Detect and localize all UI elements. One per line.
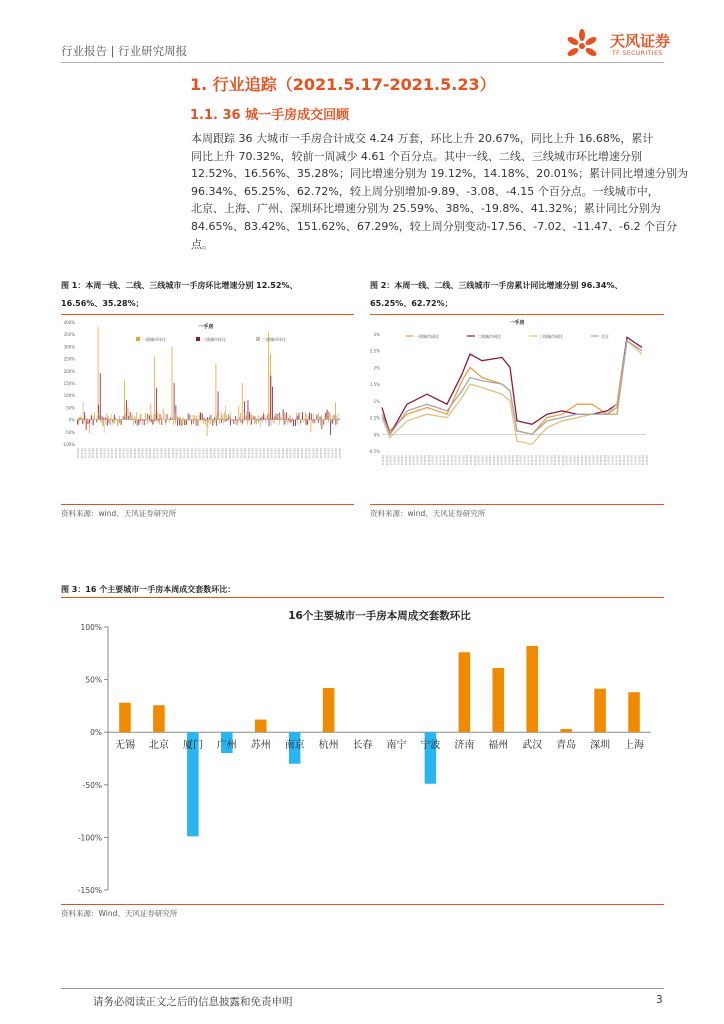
x-tick-label: 2019-01 (205, 448, 209, 459)
x-tick-label: 2019-01 (572, 455, 576, 466)
x-tick-label: 2019-01 (537, 455, 541, 466)
legend-label: 一线城市环比 (142, 337, 166, 342)
x-tick-label: 2019-01 (113, 448, 117, 459)
x-tick-label: 2019-01 (491, 455, 495, 466)
footer-disclaimer: 请务必阅读正文之后的信息披露和免责申明 (93, 996, 293, 1008)
legend-label: 合计 (601, 334, 609, 339)
x-tick-label: 2019-01 (465, 455, 469, 466)
x-tick-label: 武汉 (522, 740, 543, 752)
x-tick-label: 南宁 (386, 740, 407, 752)
x-tick-label: 2019-01 (303, 448, 307, 459)
paragraph-line: 同比上升 70.32%，较前一周减少 4.61 个百分点。其中一线、二线、三线城市环比增速分别 (191, 149, 642, 163)
x-tick-label: 2019-01 (511, 455, 515, 466)
chart-title: 16个主要城市一手房本周成交套数环比 (288, 610, 471, 622)
x-tick-label: 2019-01 (484, 455, 488, 466)
x-tick-label: 2019-01 (583, 455, 587, 466)
x-tick-label: 2019-01 (277, 448, 281, 459)
y-tick-label: 250% (63, 356, 75, 362)
x-tick-label: 2019-01 (396, 455, 400, 466)
x-tick-label: 2019-01 (110, 448, 114, 459)
x-tick-label: 2019-01 (557, 455, 560, 466)
x-tick-label: 2019-01 (87, 448, 91, 459)
x-tick-label: 2019-01 (461, 455, 465, 466)
x-tick-label: 2019-01 (174, 448, 178, 459)
x-tick-label: 2019-01 (514, 455, 518, 466)
figure2-caption (370, 279, 670, 311)
legend-label: 二线城市环比 (202, 337, 226, 342)
x-tick-label: 宁波 (420, 740, 441, 752)
x-tick-label: 苏州 (250, 740, 271, 752)
x-tick-label: 2019-01 (125, 448, 129, 459)
x-tick-label: 福州 (488, 740, 509, 752)
x-tick-label: 2019-01 (106, 448, 110, 459)
x-tick-label: 2019-01 (457, 455, 461, 466)
y-tick-label: -100% (62, 442, 75, 447)
x-tick-label: 2019-01 (307, 448, 311, 459)
figure1-caption-line1: 图 1：本周一线、二线、三线城市一手房环比增速分别 12.52%、 (61, 281, 298, 290)
figure3-source: 资料来源：Wind、天风证券研究所 (61, 909, 178, 918)
x-tick-label: 2019-01 (472, 455, 476, 466)
x-tick-label: 2019-01 (220, 448, 224, 459)
y-tick-label: 0.5% (369, 415, 380, 421)
x-tick-label: 2019-01 (254, 448, 258, 459)
figure1-caption (61, 279, 351, 311)
x-tick-label: 2019-01 (595, 455, 599, 466)
x-tick-label: 2019-01 (148, 448, 152, 459)
y-tick-label: 2.5% (369, 348, 380, 354)
x-tick-label: 2019-01 (167, 448, 171, 459)
x-tick-label: 2019-01 (140, 448, 144, 459)
y-tick-label: 3% (373, 332, 380, 337)
x-tick-label: 2019-01 (319, 448, 323, 459)
figure3-bottom-rule (61, 904, 664, 905)
x-tick-label: 2019-01 (629, 455, 633, 466)
y-tick-label: -0.5% (368, 449, 380, 454)
y-tick-label: 150% (63, 381, 75, 386)
x-tick-label: 2019-01 (568, 455, 572, 466)
y-tick-label: 0% (373, 432, 380, 438)
x-tick-label: 2019-01 (610, 455, 614, 466)
x-tick-label: 2019-01 (231, 448, 235, 459)
x-tick-label: 2019-01 (189, 448, 193, 459)
x-tick-label: 2019-01 (438, 455, 442, 466)
x-tick-label: 2019-01 (284, 448, 288, 459)
figure1-caption-line2: 16.56%、35.28%； (61, 299, 144, 308)
x-tick-label: 2019-01 (430, 455, 434, 466)
x-tick-label: 2019-01 (442, 455, 446, 466)
y-tick-label: 350% (63, 332, 75, 338)
y-tick-label: 200% (63, 368, 75, 374)
paragraph-line: 北京、上海、广州、深圳环比增速分别为 25.59%、38%、-19.8%、41.32%；累计同比分别为 (191, 202, 661, 216)
x-tick-label: 厦门 (182, 740, 203, 752)
x-tick-label: 2019-01 (526, 455, 530, 466)
x-tick-label: 青岛 (556, 740, 577, 752)
figure2-chart (370, 316, 664, 502)
x-tick-label: 2019-01 (338, 448, 341, 459)
bar (459, 652, 471, 732)
x-tick-label: 2019-01 (453, 455, 457, 466)
y-tick-label: 300% (63, 344, 75, 350)
x-tick-label: 2019-01 (296, 448, 300, 459)
x-tick-label: 2019-01 (243, 448, 247, 459)
bar (153, 705, 165, 732)
x-tick-label: 2019-01 (388, 455, 392, 466)
x-tick-label: 2019-01 (411, 455, 415, 466)
x-tick-label: 2019-01 (534, 455, 538, 466)
x-tick-label: 2019-01 (381, 455, 384, 466)
figure3-caption: 图 3：16 个主要城市一手房本周成交套数环比： (61, 585, 236, 594)
x-tick-label: 2019-01 (159, 448, 163, 459)
y-tick-label: 1% (373, 398, 380, 404)
x-tick-label: 2019-01 (216, 448, 220, 459)
x-tick-label: 2019-01 (553, 455, 557, 466)
x-tick-label: 2019-01 (250, 448, 254, 459)
x-tick-label: 2019-01 (178, 448, 182, 459)
x-tick-label: 2019-01 (288, 448, 292, 459)
x-tick-label: 2019-01 (258, 448, 262, 459)
x-tick-label: 2019-01 (449, 455, 453, 466)
x-tick-label: 2019-01 (269, 448, 273, 459)
figure2-bottom-rule (370, 504, 664, 505)
x-tick-label: 2019-01 (182, 448, 186, 459)
paragraph-line: 84.65%、83.42%、151.62%、67.29%，较上周分别变动-17.56、-7.02、-11.47、-6.2 个百分 (191, 219, 678, 233)
x-tick-label: 2019-01 (488, 455, 492, 466)
y-tick-label: -150% (77, 886, 102, 895)
x-tick-label: 2019-01 (76, 448, 79, 459)
x-tick-label: 2019-01 (384, 455, 388, 466)
x-tick-label: 2019-01 (403, 455, 407, 466)
x-tick-label: 2019-01 (151, 448, 155, 459)
x-tick-label: 2019-01 (83, 448, 87, 459)
x-tick-label: 2019-01 (400, 455, 404, 466)
y-tick-label: 50% (66, 405, 75, 411)
bar (560, 729, 572, 732)
x-tick-label: 2019-01 (315, 448, 319, 459)
x-tick-label: 2019-01 (311, 448, 315, 459)
x-tick-label: 2019-01 (322, 448, 326, 459)
brand-name: 天风证券 (610, 32, 671, 50)
figure3-top-rule (61, 597, 664, 598)
y-tick-label: -50% (82, 780, 102, 790)
chart-title: 一手房 (509, 320, 525, 326)
x-tick-label: 2019-01 (423, 455, 427, 466)
x-tick-label: 2019-01 (564, 455, 568, 466)
x-tick-label: 2019-01 (625, 455, 629, 466)
brand-name-en: TF SECURITIES (612, 50, 663, 57)
x-tick-label: 2019-01 (591, 455, 595, 466)
paragraph-line: 12.52%、16.56%、35.28%；同比增速分别为 19.12%、14.18%、20.01%；累计同比增速分别为 (191, 167, 689, 181)
bar (255, 720, 267, 733)
x-tick-label: 2019-01 (633, 455, 637, 466)
y-tick-label: 0% (68, 417, 75, 423)
x-tick-label: 2019-01 (480, 455, 484, 466)
x-tick-label: 济南 (454, 740, 475, 752)
legend-label: 三线城市同比 (539, 334, 563, 339)
x-tick-label: 2019-01 (224, 448, 228, 459)
x-tick-label: 2019-01 (434, 455, 438, 466)
x-tick-label: 2019-01 (415, 455, 419, 466)
x-tick-label: 2019-01 (163, 448, 167, 459)
bar (628, 692, 640, 732)
x-tick-label: 2019-01 (618, 455, 622, 466)
x-tick-label: 2019-01 (98, 448, 102, 459)
x-tick-label: 2019-01 (144, 448, 148, 459)
figure1-source: 资料来源：wind、天风证券研究所 (61, 509, 177, 518)
legend-label: 二线城市同比 (477, 334, 501, 339)
x-tick-label: 2019-01 (170, 448, 174, 459)
x-tick-label: 2019-01 (530, 455, 534, 466)
x-tick-label: 2019-01 (576, 455, 580, 466)
x-tick-label: 2019-01 (239, 448, 243, 459)
x-tick-label: 2019-01 (334, 448, 338, 459)
legend-swatch (196, 337, 200, 341)
x-tick-label: 2019-01 (246, 448, 250, 459)
x-tick-label: 长春 (352, 740, 373, 752)
x-tick-label: 2019-01 (407, 455, 411, 466)
x-tick-label: 上海 (624, 740, 645, 752)
x-tick-label: 2019-01 (292, 448, 296, 459)
y-tick-label: 2% (373, 365, 380, 371)
x-tick-label: 2019-01 (330, 448, 334, 459)
paragraph-line: 本周跟踪 36 大城市一手房合计成交 4.24 万套，环比上升 20.67%，同比上升 16.68%，累计 (191, 132, 654, 145)
y-tick-label: 1.5% (369, 382, 380, 388)
x-tick-label: 2019-01 (507, 455, 511, 466)
y-tick-label: 100% (63, 393, 75, 399)
bar (323, 688, 335, 732)
figure2-caption-line1: 图 2：本周一线、二线、三线城市一手房累计同比增速分别 96.34%、 (370, 281, 623, 290)
x-tick-label: 2019-01 (186, 448, 190, 459)
x-tick-label: 2019-01 (426, 455, 430, 466)
x-tick-label: 2019-01 (201, 448, 205, 459)
figure1-top-rule (61, 314, 354, 315)
x-tick-label: 2019-01 (541, 455, 545, 466)
x-tick-label: 2019-01 (91, 448, 95, 459)
x-tick-label: 2019-01 (606, 455, 610, 466)
x-tick-label: 2019-01 (79, 448, 83, 459)
figure2-source: 资料来源：wind、天风证券研究所 (370, 509, 486, 518)
x-tick-label: 2019-01 (392, 455, 396, 466)
x-tick-label: 2019-01 (197, 448, 201, 459)
paragraph-line: 点。 (191, 237, 213, 251)
paragraph-line: 96.34%、65.25%、62.72%，较上周分别增加-9.89、-3.08、-4.15 个百分点。一线城市中， (191, 184, 659, 198)
report-type-label: 行业报告 | 行业研究周报 (61, 44, 188, 58)
x-tick-label: 广州 (216, 740, 237, 752)
x-tick-label: 杭州 (318, 740, 339, 752)
x-tick-label: 2019-01 (599, 455, 603, 466)
x-tick-label: 2019-01 (265, 448, 269, 459)
x-tick-label: 2019-01 (622, 455, 626, 466)
figure1-bottom-rule (61, 504, 354, 505)
x-tick-label: 2019-01 (476, 455, 480, 466)
x-tick-label: 2019-01 (549, 455, 553, 466)
body-paragraph (191, 130, 689, 253)
y-tick-label: 400% (63, 320, 75, 325)
x-tick-label: 2019-01 (102, 448, 106, 459)
page-number: 3 (656, 994, 663, 1006)
x-tick-label: 2019-01 (132, 448, 136, 459)
x-tick-label: 2019-01 (614, 455, 618, 466)
x-tick-label: 2019-01 (262, 448, 266, 459)
y-tick-label: -50% (64, 429, 75, 435)
y-tick-label: 100% (80, 623, 102, 632)
x-tick-label: 2019-01 (300, 448, 304, 459)
figure2-top-rule (370, 314, 664, 315)
figure2-caption-line2: 65.25%、62.72%； (370, 299, 453, 308)
x-tick-label: 2019-01 (129, 448, 133, 459)
x-tick-label: 2019-01 (522, 455, 526, 466)
bar (526, 646, 538, 732)
y-tick-label: -100% (77, 833, 102, 843)
x-tick-label: 2019-01 (136, 448, 140, 459)
legend-swatch (136, 337, 140, 341)
legend-label: 三线城市环比 (262, 337, 286, 342)
x-tick-label: 2019-01 (326, 448, 330, 459)
x-tick-label: 南京 (284, 740, 305, 752)
x-tick-label: 2019-01 (446, 455, 450, 466)
x-tick-label: 2019-01 (579, 455, 583, 466)
x-tick-label: 2019-01 (94, 448, 98, 459)
x-tick-label: 2019-01 (518, 455, 522, 466)
x-tick-label: 2019-01 (637, 455, 641, 466)
subsection-heading: 1.1. 36 城一手房成交回顾 (190, 108, 350, 123)
figure1-chart (61, 316, 354, 502)
bar (594, 689, 606, 732)
x-tick-label: 2019-01 (419, 455, 423, 466)
y-tick-label: 0% (90, 728, 102, 738)
x-tick-label: 2019-01 (499, 455, 503, 466)
x-tick-label: 2019-01 (602, 455, 606, 466)
x-tick-label: 2019-01 (193, 448, 197, 459)
x-tick-label: 2019-01 (469, 455, 472, 466)
x-tick-label: 2019-01 (212, 448, 216, 459)
x-tick-label: 深圳 (590, 740, 611, 752)
x-tick-label: 无锡 (114, 740, 135, 752)
x-tick-label: 2019-01 (281, 448, 285, 459)
x-tick-label: 2019-01 (560, 455, 564, 466)
section-heading: 1. 行业追踪（2021.5.17-2021.5.23） (190, 75, 496, 94)
x-tick-label: 2019-01 (503, 455, 507, 466)
x-tick-label: 2019-01 (545, 455, 549, 466)
y-tick-label: 50% (85, 675, 102, 685)
x-tick-label: 2019-01 (121, 448, 125, 459)
x-tick-label: 2019-01 (587, 455, 591, 466)
legend-label: 一线城市同比 (415, 334, 439, 339)
x-tick-label: 2019-01 (208, 448, 212, 459)
bar (493, 668, 505, 732)
x-tick-label: 2019-01 (495, 455, 499, 466)
bar (119, 703, 131, 732)
x-tick-label: 2019-01 (641, 455, 645, 466)
figure3-chart (61, 599, 664, 903)
x-tick-label: 2019-01 (227, 448, 231, 459)
series-line (382, 341, 642, 445)
chart-title: 一手房 (198, 324, 214, 330)
x-tick-label: 2019-01 (117, 448, 121, 459)
series-line (382, 337, 642, 434)
x-tick-label: 2019-01 (273, 448, 277, 459)
legend-swatch (256, 337, 260, 341)
footer-divider (61, 988, 664, 989)
x-tick-label: 2019-01 (235, 448, 239, 459)
x-tick-label: 2019-01 (645, 455, 648, 466)
x-tick-label: 北京 (148, 740, 169, 752)
x-tick-label: 2019-01 (155, 448, 159, 459)
